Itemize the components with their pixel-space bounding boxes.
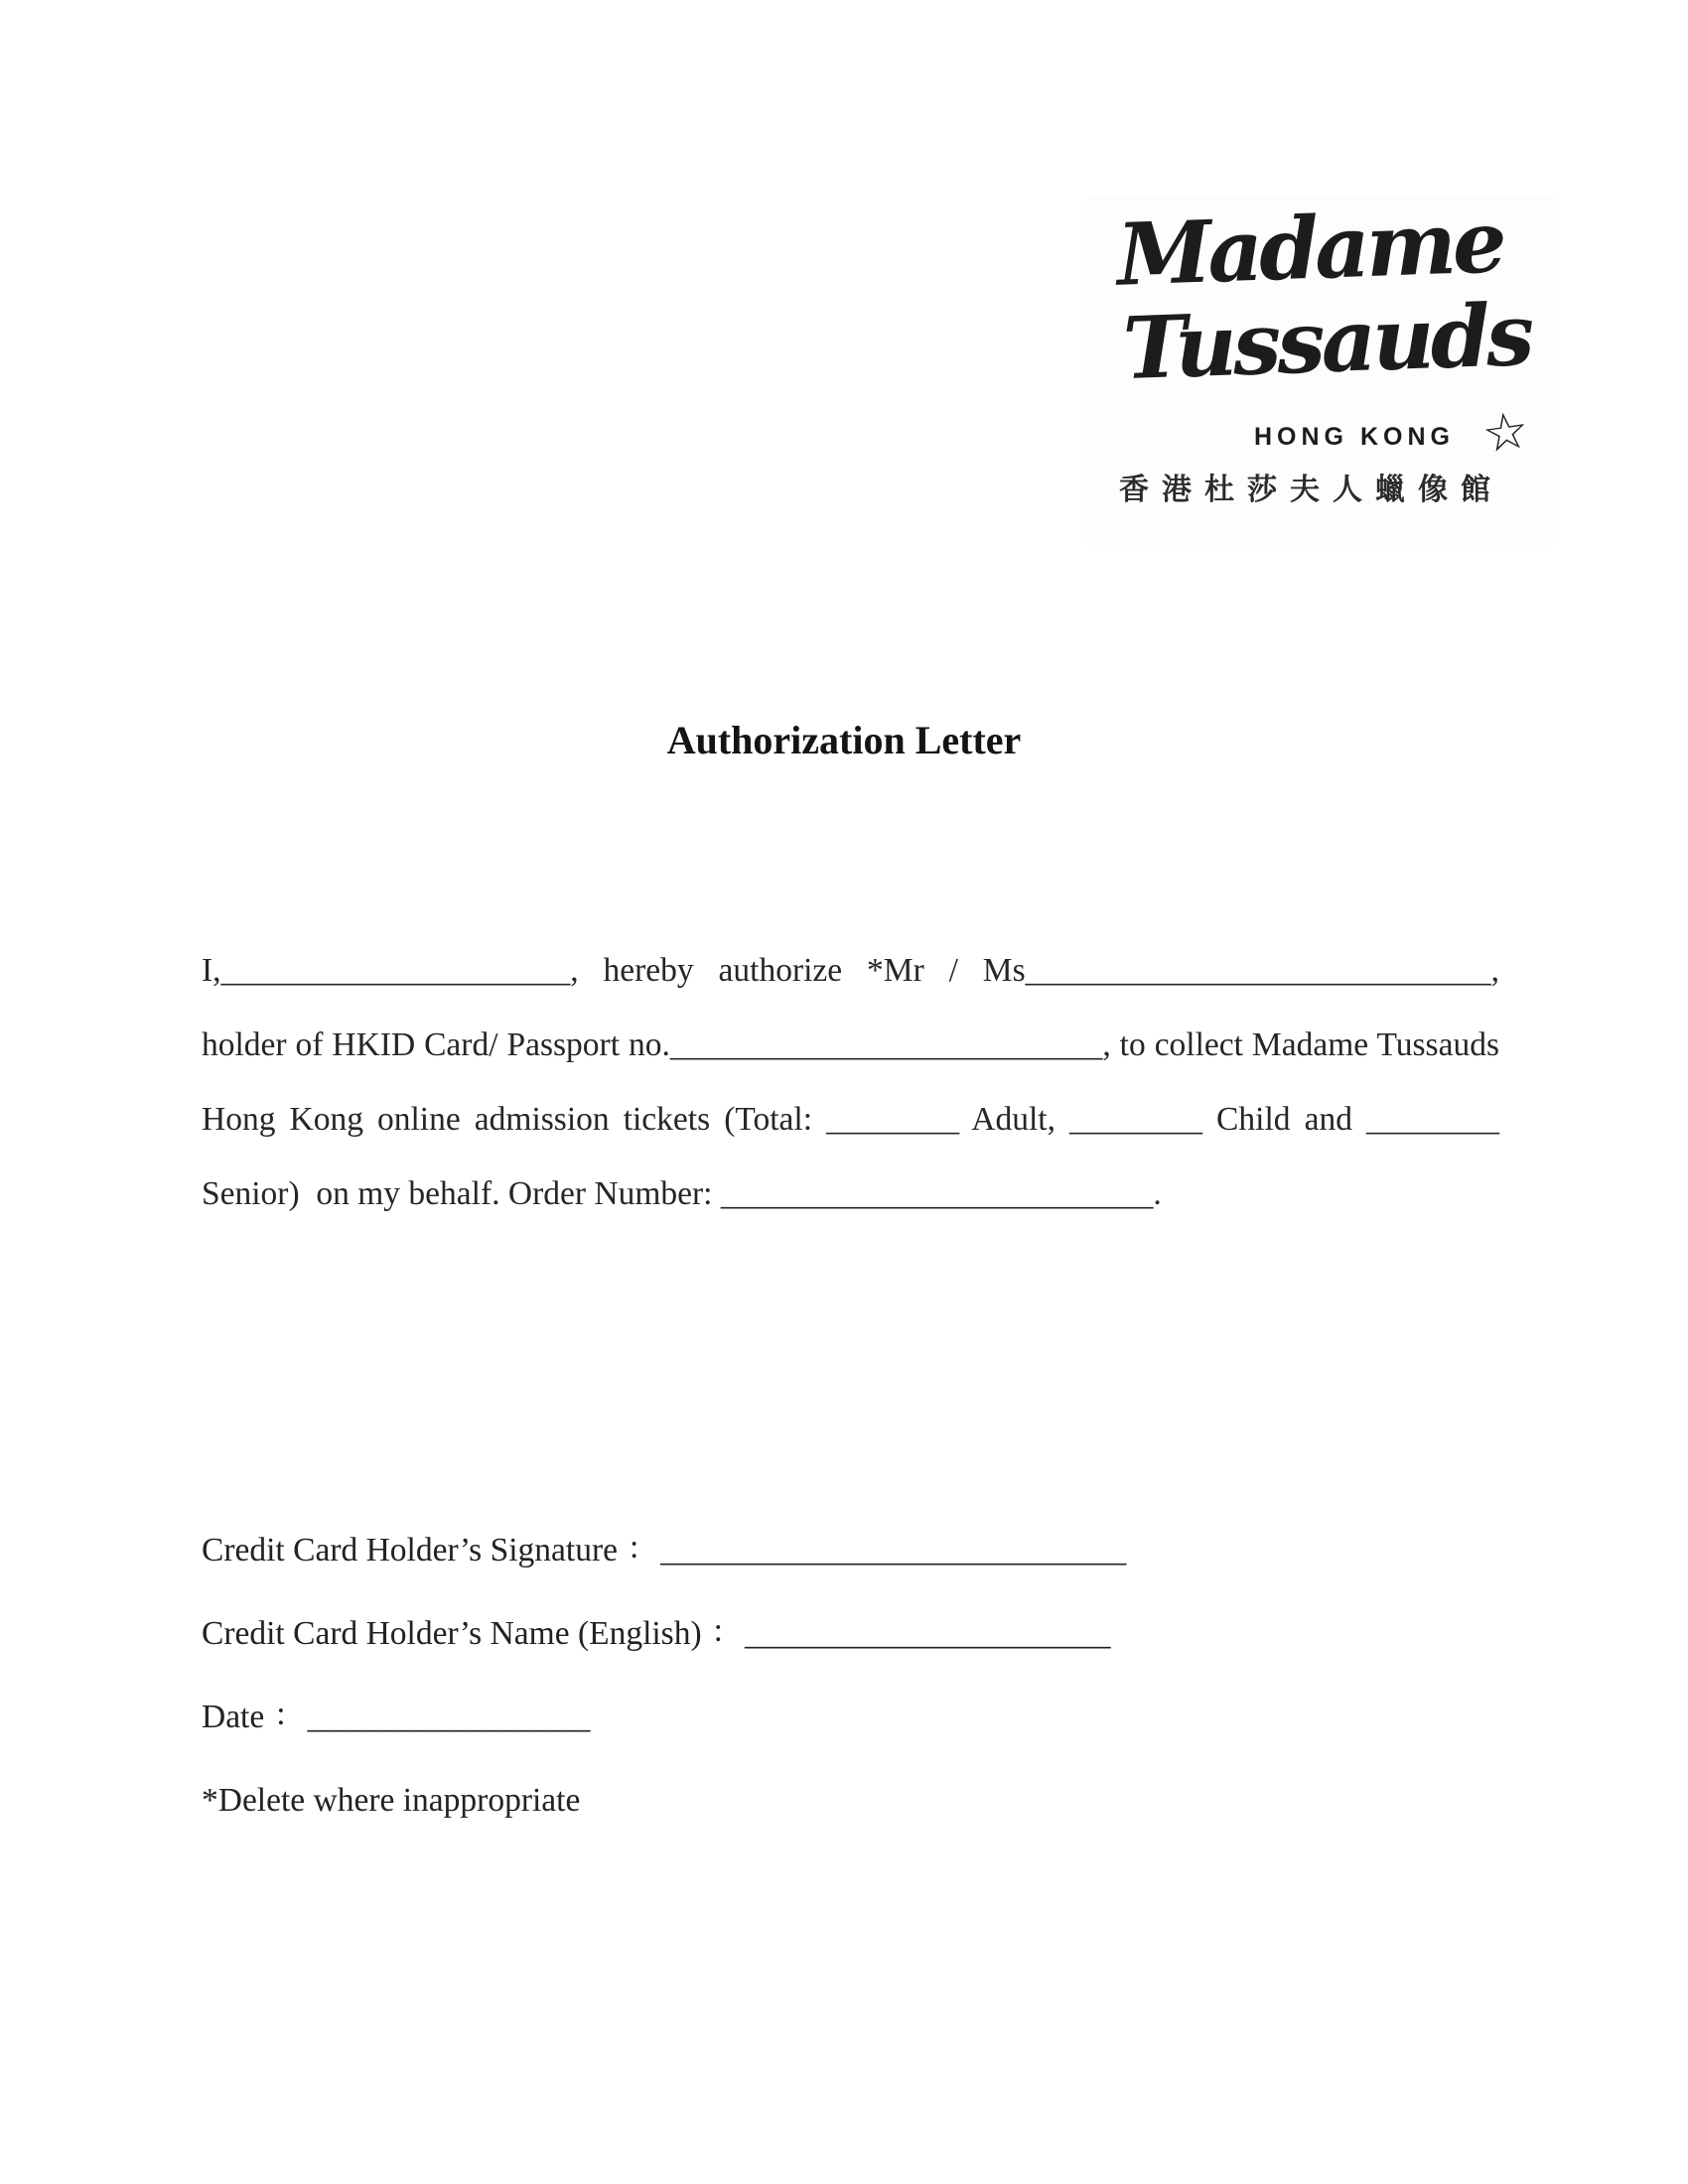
name-label: Credit Card Holder’s Name (English): [202, 1615, 702, 1652]
signature-row: [202, 1509, 1499, 1592]
paragraph-line-3: Hong Kong online admission tickets (Total: ________ Adult, ________ Child and ________: [202, 1101, 1499, 1138]
logo-brand-tussauds-text: Tussauds: [1121, 284, 1532, 400]
name-row: [202, 1592, 1499, 1676]
name-colon: :: [713, 1612, 723, 1649]
document-title: Authorization Letter: [666, 718, 1022, 762]
delete-where-inappropriate-note: *Delete where inappropriate: [202, 1782, 581, 1819]
date-label: Date: [202, 1699, 265, 1735]
date-blank-line: _________________: [307, 1699, 591, 1735]
paragraph-line-2: holder of HKID Card/ Passport no.__________________________, to collect Madame Tussauds: [202, 1026, 1499, 1063]
star-icon: ☆: [1478, 400, 1533, 466]
date-row: [202, 1676, 1499, 1759]
logo-brand-madame-text: Madame: [1115, 192, 1505, 306]
signature-colon: :: [629, 1529, 639, 1566]
paragraph-line-1: I,_____________________, hereby authorize *Mr / Ms____________________________,: [202, 952, 1499, 989]
logo-chinese-name-text: 香港杜莎夫人蠟像館: [1119, 473, 1503, 507]
signature-blank-line: ____________________________: [660, 1532, 1127, 1569]
signature-label: Credit Card Holder’s Signature: [202, 1532, 618, 1569]
name-blank-line: ______________________: [744, 1615, 1111, 1652]
authorization-paragraph: [202, 933, 1499, 1231]
paragraph-line-4: Senior) on my behalf. Order Number: __________________________.: [202, 1175, 1162, 1212]
date-colon: :: [276, 1696, 286, 1732]
logo-hong-kong-text: HONG KONG: [1254, 423, 1455, 451]
madame-tussauds-logo: [1087, 192, 1554, 546]
signature-section: [202, 1509, 1499, 1843]
